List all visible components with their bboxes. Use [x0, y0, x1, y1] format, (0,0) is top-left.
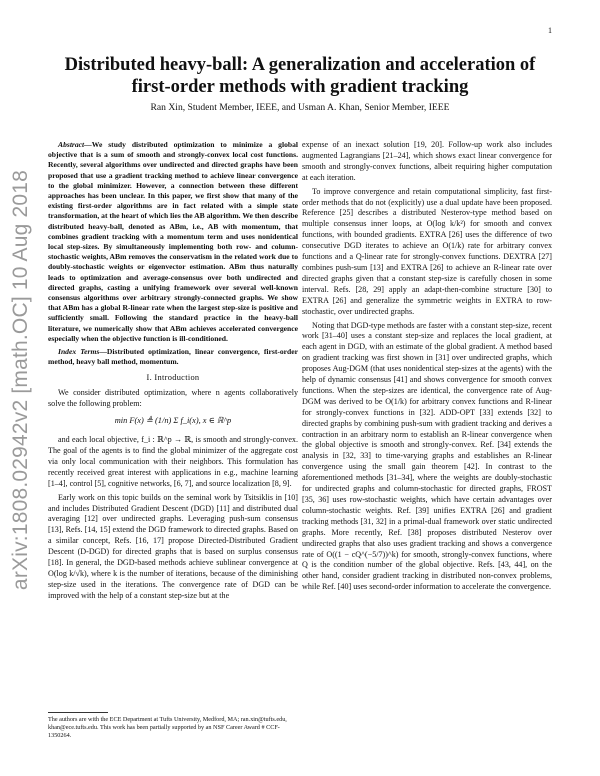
right-paragraph-2: To improve convergence and retain computational simplicity, fast first-order methods that do not (explicitly) use a dual update have been proposed. Reference [25] describes a distributed Nesterov-type method based on multiple consensus inner loops, at O(log k/k²) for smooth and convex functions, with bounded gradients. EXTRA [26] uses the difference of two consecutive DGD iterates to achieve an O(1/k) rate for arbitrary convex functions and a Q-linear rate for strongly-convex functions. DEXTRA [27] combines push-sum [13] and EXTRA [26] to achieve an R-linear rate over directed graphs given that a constant step-size is carefully chosen in some interval. Refs. [28, 29] apply an adapt-then-combine structure [30] to EXTRA [26] and generalize the symmetric weights in EXTRA to row-stochastic, over undirected graphs.	[302, 186, 552, 316]
intro-paragraph-3: Early work on this topic builds on the seminal work by Tsitsiklis in [10] and includes Distributed Gradient Descent (DGD) [11] and distributed dual averaging [12] over undirected graphs. Leveraging push-sum consensus [13], Refs. [14, 15] extend the DGD framework to directed graphs. Based on a similar concept, Refs. [16, 17] propose Directed-Distributed Gradient Descent (D-DGD) for directed graphs that is based on surplus consensus [18]. In general, the DGD-based methods achieve sublinear convergence at O(log k/√k), where k is the number of iterations, because of the diminishing step-size used in the iterations. The convergence rate of DGD can be improved with the help of a constant step-size but at the	[48, 492, 298, 600]
right-paragraph-1: expense of an inexact solution [19, 20]. Follow-up work also includes augmented Lagrangians [21–24], which shows exact linear convergence for smooth and strongly-convex functions, albeit requiring higher computation at each iteration.	[302, 140, 552, 182]
footnote-rule	[48, 712, 108, 713]
arxiv-stamp-text: arXiv:1808.02942v2 [math.OC] 10 Aug 2018	[9, 169, 32, 591]
index-terms-text: Distributed optimization, linear convergence, first-order method, heavy ball method, momentum.	[48, 347, 299, 367]
problem-equation: min F(x) ≜ (1/n) Σ f_i(x), x ∈ ℝ^p	[114, 416, 232, 426]
intro-paragraph-2: and each local objective, f_i : ℝ^p → ℝ, is smooth and strongly-convex. The goal of the agents is to find the global minimizer of the aggregate cost via only local communication with their neighbors. This formulation has recently received great interest with applications in e.g., machine learning [1–4], control [5], cognitive networks, [6, 7], and source localization [8, 9].	[48, 435, 298, 488]
index-terms-label: Index Terms—	[58, 347, 107, 357]
page-number: 1	[548, 26, 552, 35]
arxiv-stamp	[6, 169, 36, 591]
intro-paragraph-1: We consider distributed optimization, where n agents collaboratively solve the following problem:	[48, 388, 298, 409]
abstract-text: We study distributed optimization to minimize a global objective that is a sum of smooth and strongly-convex local cost functions. Recently, several algorithms over undirected and directed graphs have been proposed that use a gradient tracking method to achieve linear convergence to the global minimizer. However, a connection between these different approaches has been unclear. In this paper, we first show that many of the existing first-order algorithms are in fact related with a simple state transformation, at the heart of which lies the AB algorithm. We then describe distributed heavy-ball, denoted as ABm, i.e., AB with momentum, that combines gradient tracking with a momentum term and uses nonidentical local step-sizes. By simultaneously implementing both row- and column-stochastic weights, ABm removes the conservatism in the related work due to doubly-stochastic weights or eigenvector estimation. ABm thus naturally leads to optimization and average-consensus over both undirected and directed graphs, casting a unifying framework over several well-known consensus algorithms over arbitrary strongly-connected graphs. We show that ABm has a global R-linear rate when the largest step-size is positive and sufficiently small. Following the standard practice in the heavy-ball literature, we numerically show that ABm achieves accelerated convergence especially when the objective function is ill-conditioned.	[48, 140, 299, 343]
right-paragraph-3: Noting that DGD-type methods are faster with a constant step-size, recent work [31–40] uses a constant step-size and replaces the local gradient, at each agent in DGD, with an estimate of the global gradient. A method based on gradient tracking was first shown in [31] over undirected graphs, which proposes Aug-DGM (that uses nonidentical step-sizes at the agents) with the help of dynamic consensus [41] and shows convergence for smooth convex functions. When the step-sizes are identical, the convergence rate of Aug-DGM was derived to be O(1/k) for arbitrary convex functions and R-linear for strongly-convex functions in [32]. ADD-OPT [33] extends [32] to directed graphs by combining push-sum with gradient tracking and derives a contraction in an arbitrary norm to establish an R-linear convergence when the global objective is smooth and strongly-convex. Ref. [34] extends the analysis in [32, 33] to time-varying graphs and establishes an R-linear convergence using the small gain theorem [42]. In contrast to the aforementioned methods [31–34], where the weights are doubly-stochastic for undirected graphs and column-stochastic for directed graphs, FROST [35, 36] uses row-stochastic weights, which have certain advantages over column-stochastic weights. Ref. [39] unifies EXTRA [26] and gradient tracking methods [31, 32] in a primal-dual framework over static undirected graphs. More recently, Ref. [38] proposes distributed Nesterov over undirected graphs that also uses gradient tracking and shows a convergence rate of O((1 − cQ^(−5/7))^k) for smooth, strongly-convex functions, where Q is the condition number of the global objective. Refs. [43, 44], on the other hand, consider gradient tracking in distributed non-convex problems, while Ref. [40] uses second-order information to accelerate the convergence.	[302, 320, 552, 592]
footnote: The authors are with the ECE Department at Tufts University, Medford, MA; ran.xin@tufts.edu, khan@ece.tufts.edu. This work has been partially supported by an NSF Career Award # CCF-1350264.	[48, 716, 287, 739]
abstract-label: Abstract—	[58, 140, 92, 149]
right-column	[302, 140, 552, 596]
section-heading: I. Introduction	[146, 373, 200, 383]
paper-title: Distributed heavy-ball: A generalization and acceleration of first-order methods with gradient tracking	[64, 55, 536, 97]
abstract	[48, 140, 298, 344]
left-column	[48, 140, 298, 605]
paper-authors: Ran Xin, Student Member, IEEE, and Usman A. Khan, Senior Member, IEEE	[150, 102, 450, 113]
index-terms	[48, 347, 298, 367]
